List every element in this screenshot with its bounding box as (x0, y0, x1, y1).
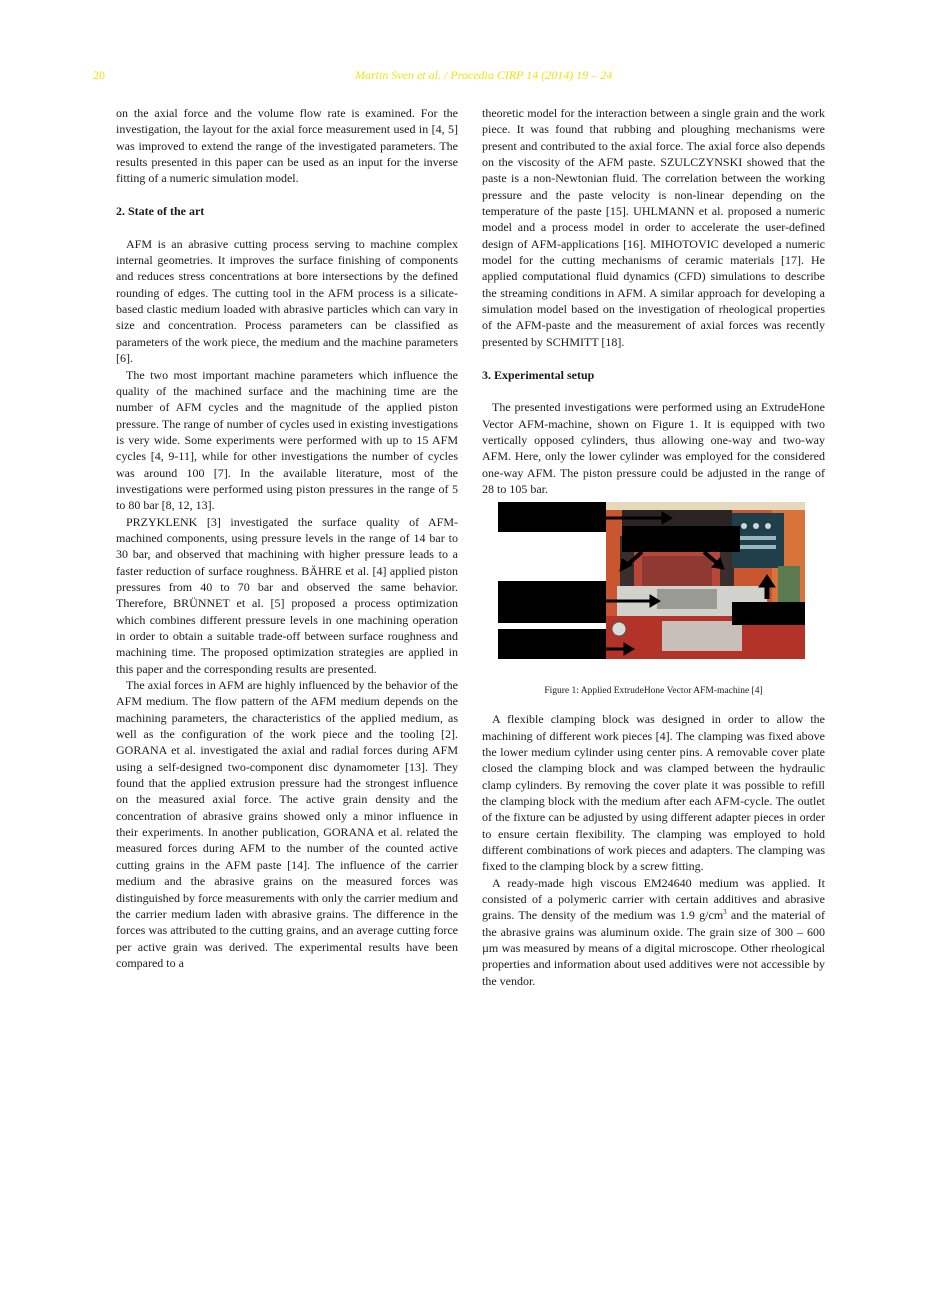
section-2-heading: 2. State of the art (116, 204, 205, 219)
page-header (0, 68, 925, 86)
left-column (116, 105, 458, 971)
paragraph-clamping-block: A flexible clamping block was designed in order to allow the machining of different work pieces [4]. The clamping was fixed above the lower medium cylinder using center pins. A removable cover plate closed the clamping block and was clamped between the hydraulic clamp cylinders. By removing the cover plate it was possible to refill the clamping block with the medium after each AFM-cycle. The outlet of the fixture can be adjusted by using different adapter pieces in order to ensure certain flexibility. The clamping was employed to hold different combinations of work pieces and adapters. The clamping was fixed to the clamping block by a screw fitting. (482, 712, 825, 874)
page-number: 20 (93, 68, 105, 82)
paragraph-medium: A ready-made high viscous EM24640 medium was applied. It consisted of a polymeric carrier with certain additives and abrasive grains. The density of the medium was 1.9 $g/cm^3$ and the material of the abrasive grains was aluminum oxide. The grain size of 300 – 600 µm was measured by means of a digital microscope. Other rheological properties and information about used additives were not accessible by the vendor. (482, 875, 825, 988)
afm-machine-photo (482, 501, 825, 661)
label-box-mid-left (498, 581, 606, 623)
paragraph-intro-continued: on the axial force and the volume flow rate is examined. For the investigation, the layout for the axial force measurement used in [4, 5] was improved to extend the range of the investigated parameters. The results presented in this paper can be used as an input for the inverse fitting of a numeric simulation model. (116, 106, 458, 186)
paragraph-axial-forces: The axial forces in AFM are highly influenced by the behavior of the AFM medium. The flow pattern of the AFM medium depends on the machining parameters, the characteristics of the applied medium, as well as the configuration of the work piece and the tooling [2]. GORANA et al. investigated the axial and radial forces during AFM using a self-designed two-component disc dynamometer [13]. They found that the applied extrusion pressure had the strongest influence on the measured axial force. The active grain density and the concentration of abrasive grains showed only a minor influence in their experiments. In another publication, GORANA et al. related the measured forces during AFM to the number of the counted active cutting grains in the AFM paste [14]. The influence of the carrier medium and the abrasive grains on the measured forces was distinguished by force measurements with only the carrier medium and the carrier medium laden with abrasive grains. The difference in the forces was attributed to the cutting grains, and an average cutting force per active grain was derived. The experimental results have been compared to a (116, 678, 458, 970)
label-box-bottom-left (498, 629, 606, 659)
paragraph-przyklenk: PRZYKLENK [3] investigated the surface quality of AFM-machined components, using pressure levels in the range of 14 bar to 30 bar, and observed that machining with higher pressure leads to a faster reduction of surface roughness. BÄHRE et al. [4] applied piston pressures from 40 to 70 bar and observed the same behavior. Therefore, BRÜNNET et al. [5] proposed a process optimization which combines different pressure levels in one machining operation in order to obtain a suitable trade-off between surface roughness and machining time. The proposed optimization strategies are applied in this paper and the corresponding results are presented. (116, 514, 458, 676)
section-3-heading: 3. Experimental setup (482, 367, 595, 382)
pressure-gauge (612, 622, 626, 636)
figure-1-caption: Figure 1: Applied ExtrudeHone Vector AFM-machine [4] (544, 686, 763, 697)
right-column (482, 105, 825, 989)
paragraph-machine-parameters: The two most important machine parameters which influence the quality of the machined surface and the machining time are the number of AFM cycles and the magnitude of the applied piston pressure. The range of number of cycles used in existing investigations is very wide. Some experiments were performed with up to 15 AFM cycles [4, 9-11], while for other investigations the number of cycles was around 100 [7]. In the available literature, most of the investigations were performed using piston pressures in the range of 5 to 80 bar [8, 12, 13]. (116, 367, 458, 513)
paragraph-experimental-setup: The presented investigations were performed using an ExtrudeHone Vector AFM-machine, shown on Figure 1. It is equipped with two vertically opposed cylinders, thus allowing one-way and two-way AFM. Here, only the lower cylinder was employed for the considered one-way AFM. The piston pressure could be adjusted in the range of 28 to 105 bar. (482, 400, 825, 496)
label-box-right (732, 602, 805, 625)
running-title: Martin Sven et al. / Procedia CIRP 14 (2014) 19 – 24 (355, 68, 613, 82)
label-box-center (622, 526, 740, 552)
figure-1 (482, 501, 825, 661)
paragraph-theory-continued: theoretic model for the interaction between a single grain and the work piece. It was found that rubbing and ploughing mechanisms were present and contributed to the axial force. The axial force also depends on the viscosity of the AFM paste. SZULCZYNSKI showed that the paste is a non-Newtonian fluid. The correlation between the working pressure and the paste velocity is non-linear depending on the temperature of the paste [15]. UHLMANN et al. proposed a numeric model and a process model in order to accelerate the user-defined design of AFM-applications [16]. MIHOTOVIC developed a numeric model for the cutting mechanisms of ceramic materials [17]. He applied computational fluid dynamics (CFD) simulations to describe the streaming conditions in AFM. A similar approach for developing a simulation model based on the investigation of rheological properties of the AFM-paste and the measurement of axial forces was recently presented by SCHMITT [18]. (482, 106, 825, 349)
paragraph-afm-process: AFM is an abrasive cutting process serving to machine complex internal geometries. It improves the surface finishing of components and reduces stress concentrations at bore intersections by the defined rounding of edges. The cutting tool in the AFM process is a silicate-based clastic medium loaded with abrasive particles which can vary in size and concentration. Process parameters can be classified as parameters of the work piece, the medium and the machine parameters [6]. (116, 236, 458, 366)
label-box-top-left (498, 502, 606, 532)
